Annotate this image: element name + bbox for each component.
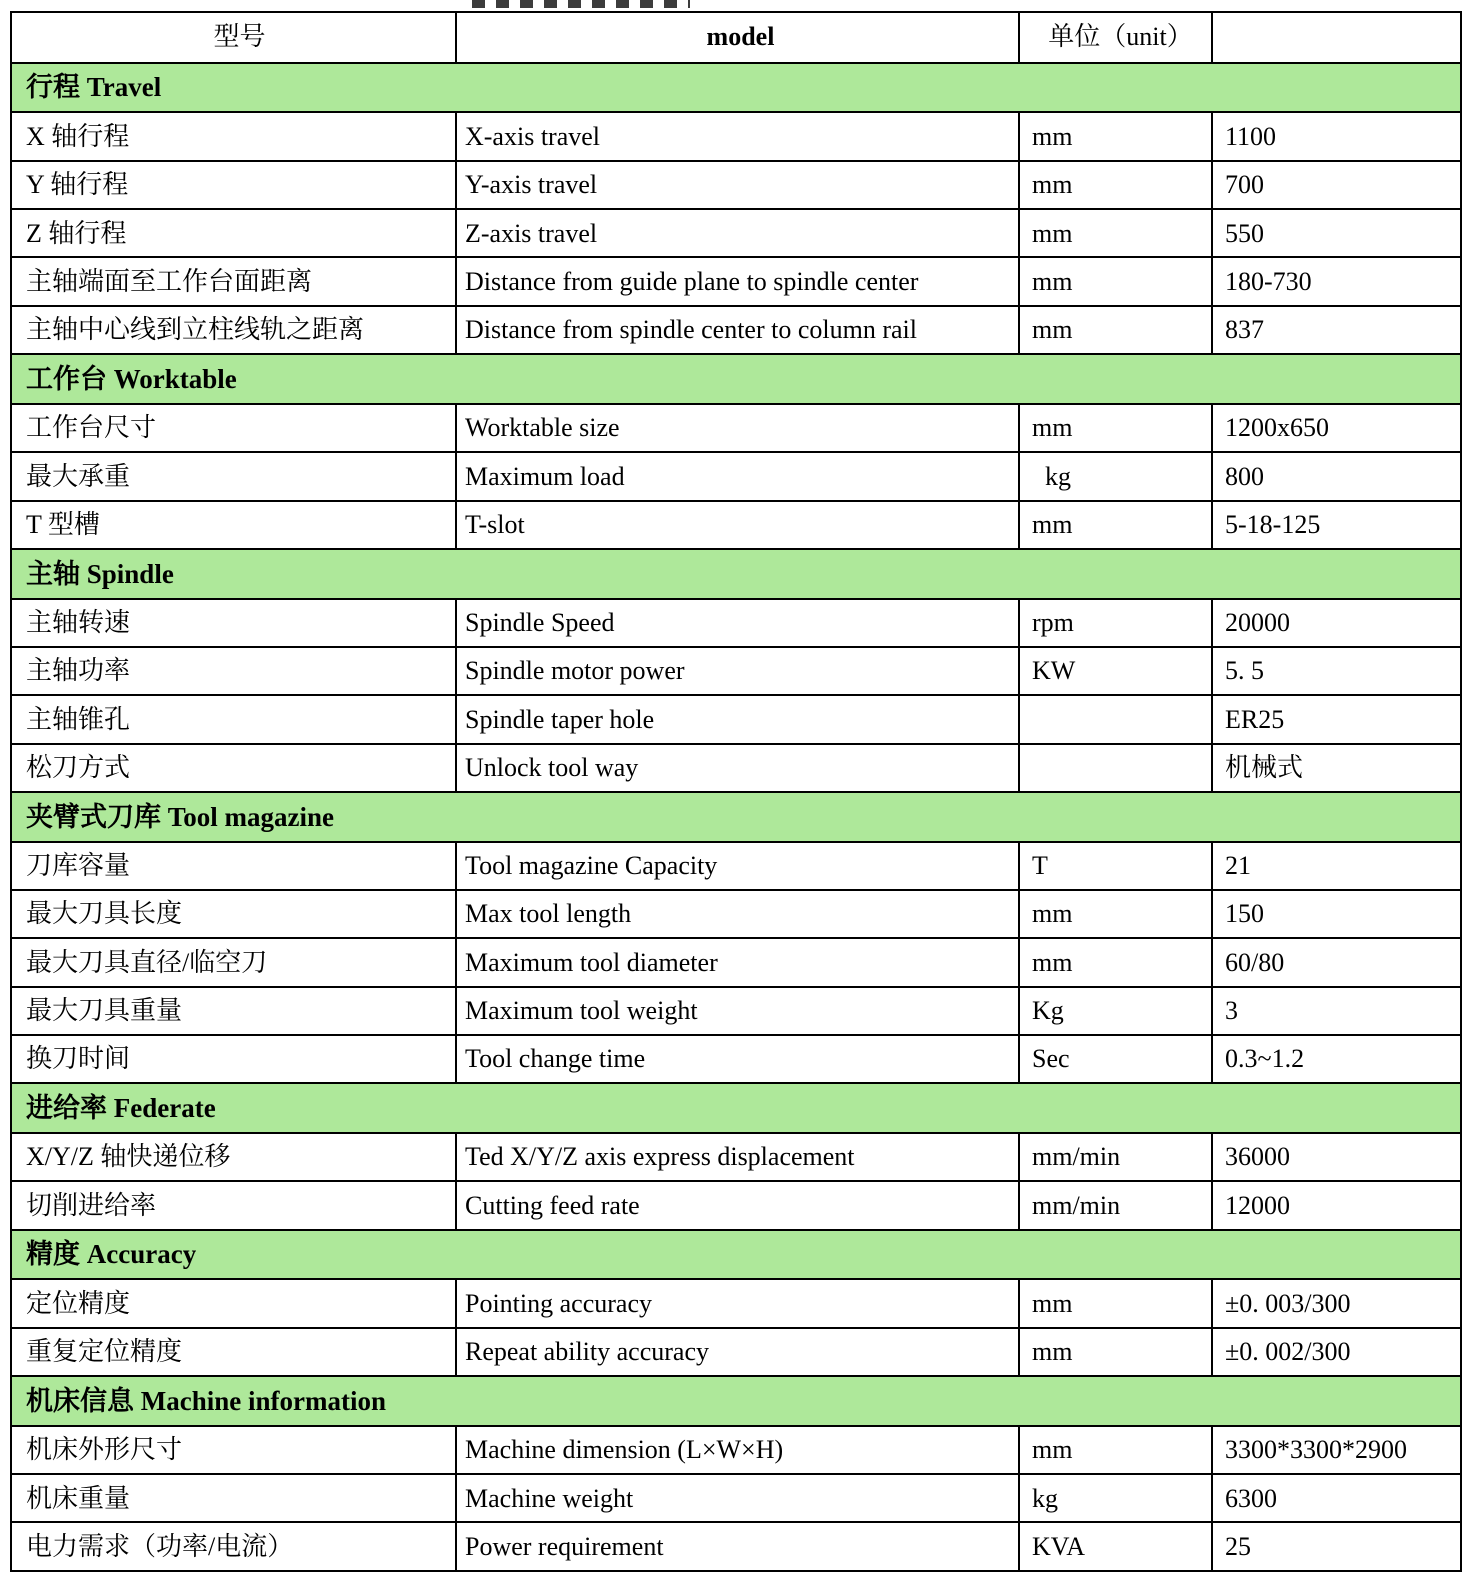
section-title: 进给率 Federate <box>11 1083 1461 1133</box>
table-row <box>11 1426 1461 1474</box>
spec-name-en: X-axis travel <box>456 112 1019 160</box>
header-type: 型号 <box>11 12 456 63</box>
table-row <box>11 452 1461 500</box>
spec-name-cn: Z 轴行程 <box>11 209 456 257</box>
table-row <box>11 1181 1461 1229</box>
spec-value: 700 <box>1212 161 1461 209</box>
section-row-federate <box>11 1083 1461 1133</box>
spec-name-en: Distance from spindle center to column rail <box>456 306 1019 354</box>
table-row <box>11 1035 1461 1083</box>
table-header-row <box>11 12 1461 63</box>
spec-name-cn: 松刀方式 <box>11 744 456 792</box>
spec-name-en: Cutting feed rate <box>456 1181 1019 1229</box>
spec-name-cn: 最大刀具直径/临空刀 <box>11 938 456 986</box>
spec-name-en: Max tool length <box>456 890 1019 938</box>
spec-name-en: Spindle Speed <box>456 599 1019 647</box>
spec-name-cn: 最大承重 <box>11 452 456 500</box>
spec-value: 机械式 <box>1212 744 1461 792</box>
spec-table <box>10 11 1462 1572</box>
section-row-machine-info <box>11 1376 1461 1426</box>
spec-name-en: Tool magazine Capacity <box>456 842 1019 890</box>
section-title: 工作台 Worktable <box>11 354 1461 404</box>
spec-unit <box>1019 695 1212 743</box>
spec-value: 837 <box>1212 306 1461 354</box>
table-row <box>11 1133 1461 1181</box>
spec-unit: mm <box>1019 161 1212 209</box>
spec-name-en: Pointing accuracy <box>456 1279 1019 1327</box>
spec-name-en: Power requirement <box>456 1522 1019 1571</box>
spec-value: 12000 <box>1212 1181 1461 1229</box>
spec-name-en: Tool change time <box>456 1035 1019 1083</box>
spec-name-en: Maximum load <box>456 452 1019 500</box>
clipped-page-title <box>472 0 690 8</box>
spec-name-cn: X 轴行程 <box>11 112 456 160</box>
table-row <box>11 938 1461 986</box>
spec-unit: mm/min <box>1019 1133 1212 1181</box>
spec-name-cn: 工作台尺寸 <box>11 404 456 452</box>
spec-unit: T <box>1019 842 1212 890</box>
spec-name-en: Maximum tool diameter <box>456 938 1019 986</box>
spec-name-en: Spindle motor power <box>456 647 1019 695</box>
spec-name-en: T-slot <box>456 501 1019 549</box>
spec-unit: mm <box>1019 890 1212 938</box>
spec-value: 6300 <box>1212 1474 1461 1522</box>
spec-name-cn: T 型槽 <box>11 501 456 549</box>
table-row <box>11 1522 1461 1571</box>
spec-unit: mm <box>1019 501 1212 549</box>
section-title: 行程 Travel <box>11 63 1461 113</box>
section-title: 夹臂式刀库 Tool magazine <box>11 792 1461 842</box>
spec-name-cn: 切削进给率 <box>11 1181 456 1229</box>
spec-value: 180-730 <box>1212 257 1461 305</box>
spec-value: 550 <box>1212 209 1461 257</box>
spec-unit: mm/min <box>1019 1181 1212 1229</box>
spec-value: 0.3~1.2 <box>1212 1035 1461 1083</box>
spec-name-cn: 刀库容量 <box>11 842 456 890</box>
section-row-accuracy <box>11 1230 1461 1280</box>
spec-name-en: Machine dimension (L×W×H) <box>456 1426 1019 1474</box>
spec-name-en: Distance from guide plane to spindle center <box>456 257 1019 305</box>
table-row <box>11 695 1461 743</box>
spec-unit: Sec <box>1019 1035 1212 1083</box>
spec-value: 5-18-125 <box>1212 501 1461 549</box>
section-row-worktable <box>11 354 1461 404</box>
spec-name-en: Machine weight <box>456 1474 1019 1522</box>
spec-name-cn: Y 轴行程 <box>11 161 456 209</box>
spec-name-cn: 机床重量 <box>11 1474 456 1522</box>
spec-name-cn: 主轴转速 <box>11 599 456 647</box>
spec-name-cn: 电力需求（功率/电流） <box>11 1522 456 1571</box>
table-row <box>11 647 1461 695</box>
table-row <box>11 890 1461 938</box>
spec-name-en: Worktable size <box>456 404 1019 452</box>
spec-unit: kg <box>1019 1474 1212 1522</box>
table-row <box>11 257 1461 305</box>
spec-unit: mm <box>1019 257 1212 305</box>
spec-value: ±0. 002/300 <box>1212 1328 1461 1376</box>
table-row <box>11 501 1461 549</box>
spec-name-cn: X/Y/Z 轴快递位移 <box>11 1133 456 1181</box>
section-row-travel <box>11 63 1461 113</box>
spec-name-cn: 机床外形尺寸 <box>11 1426 456 1474</box>
spec-value: 1100 <box>1212 112 1461 160</box>
spec-name-cn: 主轴中心线到立柱线轨之距离 <box>11 306 456 354</box>
spec-value: 36000 <box>1212 1133 1461 1181</box>
spec-name-en: Y-axis travel <box>456 161 1019 209</box>
spec-name-en: Z-axis travel <box>456 209 1019 257</box>
spec-name-cn: 换刀时间 <box>11 1035 456 1083</box>
table-row <box>11 209 1461 257</box>
table-row <box>11 987 1461 1035</box>
spec-name-en: Repeat ability accuracy <box>456 1328 1019 1376</box>
spec-unit: kg <box>1019 452 1212 500</box>
table-row <box>11 599 1461 647</box>
spec-value: 60/80 <box>1212 938 1461 986</box>
header-blank <box>1212 12 1461 63</box>
section-row-spindle <box>11 549 1461 599</box>
spec-value: ER25 <box>1212 695 1461 743</box>
table-row <box>11 161 1461 209</box>
table-row <box>11 306 1461 354</box>
section-row-tool-magazine <box>11 792 1461 842</box>
spec-value: 1200x650 <box>1212 404 1461 452</box>
spec-unit: mm <box>1019 1426 1212 1474</box>
table-row <box>11 112 1461 160</box>
spec-name-en: Ted X/Y/Z axis express displacement <box>456 1133 1019 1181</box>
section-title: 主轴 Spindle <box>11 549 1461 599</box>
spec-unit: rpm <box>1019 599 1212 647</box>
spec-value: 150 <box>1212 890 1461 938</box>
spec-name-cn: 最大刀具重量 <box>11 987 456 1035</box>
spec-name-cn: 最大刀具长度 <box>11 890 456 938</box>
spec-unit: mm <box>1019 112 1212 160</box>
table-row <box>11 842 1461 890</box>
spec-unit: KVA <box>1019 1522 1212 1571</box>
spec-unit: mm <box>1019 1279 1212 1327</box>
table-row <box>11 1474 1461 1522</box>
section-title: 机床信息 Machine information <box>11 1376 1461 1426</box>
spec-value: ±0. 003/300 <box>1212 1279 1461 1327</box>
spec-unit: mm <box>1019 1328 1212 1376</box>
spec-name-cn: 重复定位精度 <box>11 1328 456 1376</box>
spec-unit: mm <box>1019 209 1212 257</box>
spec-value: 20000 <box>1212 599 1461 647</box>
table-row <box>11 1279 1461 1327</box>
spec-unit: mm <box>1019 404 1212 452</box>
table-row <box>11 744 1461 792</box>
spec-name-cn: 主轴端面至工作台面距离 <box>11 257 456 305</box>
spec-unit: mm <box>1019 938 1212 986</box>
spec-unit <box>1019 744 1212 792</box>
spec-value: 800 <box>1212 452 1461 500</box>
header-unit: 单位（unit） <box>1019 12 1212 63</box>
spec-unit: Kg <box>1019 987 1212 1035</box>
spec-value: 3300*3300*2900 <box>1212 1426 1461 1474</box>
spec-value: 5. 5 <box>1212 647 1461 695</box>
section-title: 精度 Accuracy <box>11 1230 1461 1280</box>
spec-name-cn: 主轴功率 <box>11 647 456 695</box>
spec-name-cn: 定位精度 <box>11 1279 456 1327</box>
spec-unit: KW <box>1019 647 1212 695</box>
spec-value: 25 <box>1212 1522 1461 1571</box>
spec-name-en: Maximum tool weight <box>456 987 1019 1035</box>
spec-name-en: Unlock tool way <box>456 744 1019 792</box>
spec-name-cn: 主轴锥孔 <box>11 695 456 743</box>
table-row <box>11 404 1461 452</box>
spec-unit: mm <box>1019 306 1212 354</box>
header-model: model <box>456 12 1019 63</box>
spec-name-en: Spindle taper hole <box>456 695 1019 743</box>
spec-value: 21 <box>1212 842 1461 890</box>
table-row <box>11 1328 1461 1376</box>
spec-value: 3 <box>1212 987 1461 1035</box>
